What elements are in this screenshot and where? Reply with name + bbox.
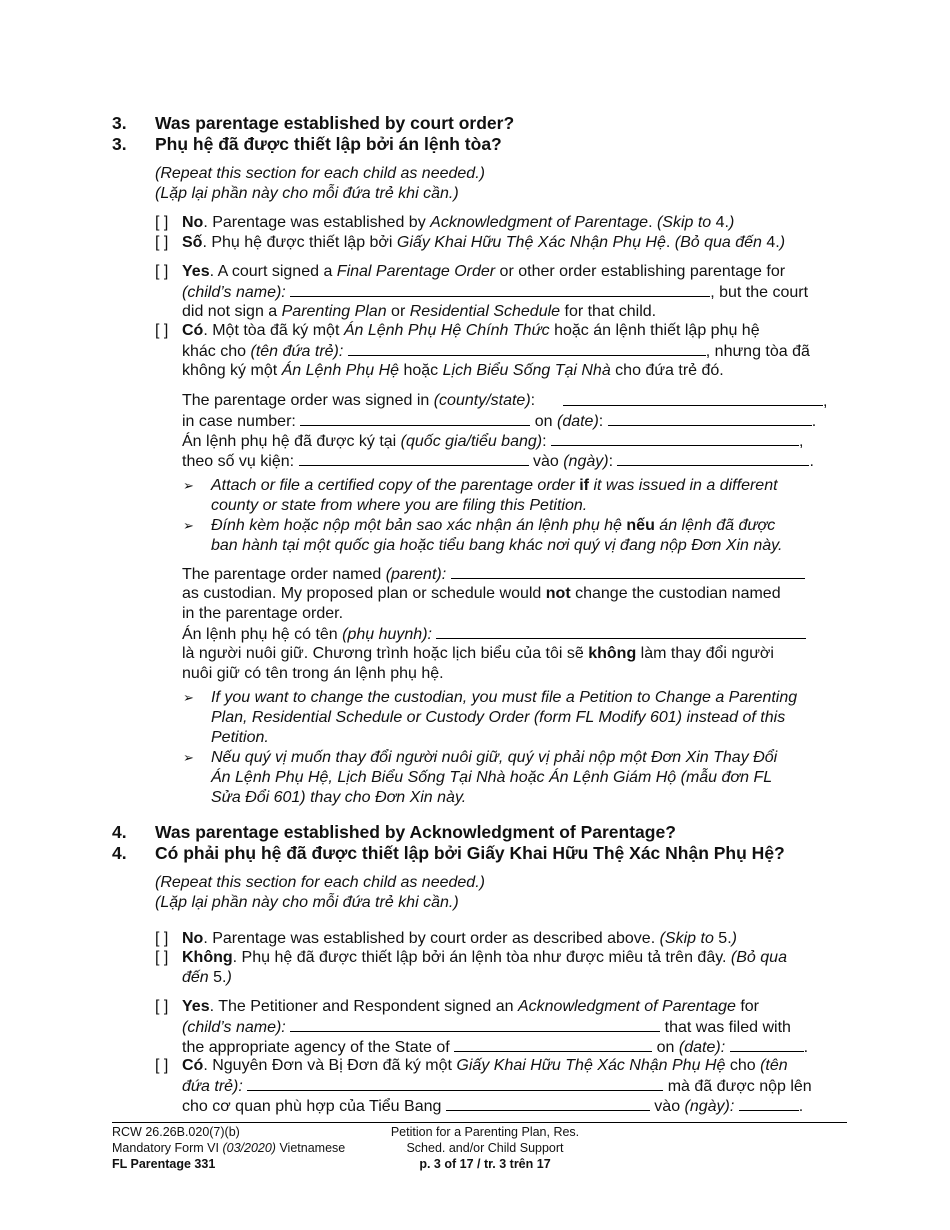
section-3-title-en: Was parentage established by court order? bbox=[155, 113, 515, 133]
option-no-en-4: No. Parentage was established by court order as described above. (Skip to 5.) bbox=[182, 930, 737, 947]
state-field-vi[interactable] bbox=[446, 1096, 650, 1111]
parent-field-vi[interactable] bbox=[436, 624, 806, 639]
county-state-field-vi[interactable] bbox=[551, 431, 799, 446]
option-yes-vi-line2: khác cho (tên đứa trẻ): , nhưng tòa đã bbox=[182, 343, 810, 360]
checkbox-no[interactable]: [ ] bbox=[155, 214, 169, 231]
option-yes-vi-line1: Có. Một tòa đã ký một Án Lệnh Phụ Hệ Chính Thức hoặc án lệnh thiết lập phụ hệ bbox=[182, 322, 760, 339]
parent-named-vi: Án lệnh phụ hệ có tên (phụ huynh): bbox=[182, 624, 806, 645]
section-4-title-vi: Có phải phụ hệ đã được thiết lập bởi Giấy Khai Hữu Thệ Xác Nhận Phụ Hệ? bbox=[155, 843, 785, 863]
checkbox-no-vi[interactable]: [ ] bbox=[155, 234, 169, 251]
section-4-title-en: Was parentage established by Acknowledgment of Parentage? bbox=[155, 822, 676, 842]
bullet-arrow-icon: ➢ bbox=[183, 518, 194, 533]
order-signed-en: The parentage order was signed in (county/state): bbox=[182, 392, 536, 409]
checkbox-yes-vi[interactable]: [ ] bbox=[155, 322, 169, 339]
parent-named-en: The parentage order named (parent): bbox=[182, 564, 805, 585]
change-en-line3: Petition. bbox=[211, 729, 269, 746]
section-3-title-vi: Phụ hệ đã được thiết lập bởi án lệnh tòa? bbox=[155, 134, 502, 154]
repeat-note-en-4: (Repeat this section for each child as needed.) bbox=[155, 874, 485, 891]
section-3-number-vi: 3. bbox=[112, 134, 127, 154]
section-4-number: 4. bbox=[112, 822, 127, 842]
custodian-vi-line3: nuôi giữ có tên trong án lệnh phụ hệ. bbox=[182, 665, 444, 682]
custodian-en-line2: as custodian. My proposed plan or schedule would not change the custodian named bbox=[182, 585, 781, 602]
option-no-vi: Số. Phụ hệ được thiết lập bởi Giấy Khai Hữu Thệ Xác Nhận Phụ Hệ. (Bỏ qua đến 4.) bbox=[182, 234, 786, 251]
change-vi-line2: Án Lệnh Phụ Hệ, Lịch Biểu Sống Tại Nhà hoặc Án Lệnh Giám Hộ (mẫu đơn FL bbox=[211, 769, 773, 786]
repeat-note-en: (Repeat this section for each child as needed.) bbox=[155, 165, 485, 182]
checkbox-no-4[interactable]: [ ] bbox=[155, 930, 169, 947]
date-field-vi[interactable] bbox=[617, 451, 809, 466]
footer-page-number: p. 3 of 17 / tr. 3 trên 17 bbox=[419, 1157, 551, 1171]
footer-doc-subtitle: Sched. and/or Child Support bbox=[406, 1141, 564, 1155]
footer-doc-title: Petition for a Parenting Plan, Res. bbox=[390, 1125, 580, 1139]
attach-vi-line2: ban hành tại một quốc gia hoặc tiểu bang khác nơi quý vị đang nộp Đơn Xin này. bbox=[211, 537, 783, 554]
footer-form-version: Mandatory Form VI (03/2020) Vietnamese bbox=[112, 1141, 346, 1155]
attach-en-line1: Attach or file a certified copy of the parentage order if it was issued in a different bbox=[211, 477, 778, 494]
attach-vi-line1: Đính kèm hoặc nộp một bản sao xác nhận án lệnh phụ hệ nếu án lệnh đã được bbox=[211, 517, 776, 534]
date-field-vi-4[interactable] bbox=[739, 1096, 799, 1111]
section-4-number-vi: 4. bbox=[112, 843, 127, 863]
child-name-field-4[interactable] bbox=[290, 1017, 660, 1032]
change-en-line2: Plan, Residential Schedule or Custody Order (form FL Modify 601) instead of this bbox=[211, 709, 786, 726]
change-vi-line3: Sửa Đổi 601) thay cho Đơn Xin này. bbox=[211, 789, 467, 806]
option-yes-en-line3: did not sign a Parenting Plan or Residential Schedule for that child. bbox=[182, 303, 657, 320]
option-yes-vi-line3: không ký một Án Lệnh Phụ Hệ hoặc Lịch Biểu Sống Tại Nhà cho đứa trẻ đó. bbox=[182, 362, 724, 379]
repeat-note-vi-4: (Lặp lại phần này cho mỗi đứa trẻ khi cần.) bbox=[155, 894, 459, 911]
case-number-field-vi[interactable] bbox=[299, 451, 529, 466]
option-no-vi-4: Không. Phụ hệ đã được thiết lập bởi án lệnh tòa như được miêu tả trên đây. (Bỏ qua bbox=[182, 949, 787, 966]
option-yes-vi-4-line2: đứa trẻ): mà đã được nộp lên bbox=[182, 1078, 812, 1095]
footer-divider bbox=[112, 1122, 847, 1123]
footer-form-id: FL Parentage 331 bbox=[112, 1157, 216, 1171]
option-yes-en-4-line3: the appropriate agency of the State of on (date): . bbox=[182, 1039, 809, 1056]
option-yes-vi-4-line3: cho cơ quan phù hợp của Tiểu Bang vào (ngày): . bbox=[182, 1098, 804, 1115]
option-no-en: No. Parentage was established by Acknowledgment of Parentage. (Skip to 4.) bbox=[182, 214, 735, 231]
county-state-field[interactable]: , bbox=[563, 391, 827, 412]
parent-field[interactable] bbox=[451, 564, 805, 579]
attach-en-line2: county or state from where you are filing this Petition. bbox=[211, 497, 588, 514]
change-en-line1: If you want to change the custodian, you must file a Petition to Change a Parenting bbox=[211, 689, 798, 706]
option-yes-en-4-line1: Yes. The Petitioner and Respondent signed an Acknowledgment of Parentage for bbox=[182, 998, 760, 1015]
date-field[interactable] bbox=[608, 411, 812, 426]
section-3-number: 3. bbox=[112, 113, 127, 133]
child-name-field-vi-4[interactable] bbox=[247, 1076, 663, 1091]
state-field[interactable] bbox=[454, 1037, 652, 1052]
checkbox-no-vi-4[interactable]: [ ] bbox=[155, 949, 169, 966]
date-field-4[interactable] bbox=[730, 1037, 804, 1052]
option-yes-vi-4-line1: Có. Nguyên Đơn và Bị Đơn đã ký một Giấy Khai Hữu Thệ Xác Nhận Phụ Hệ cho (tên bbox=[182, 1057, 788, 1074]
bullet-arrow-icon: ➢ bbox=[183, 750, 194, 765]
case-number-en: in case number: on (date): . bbox=[182, 413, 817, 430]
checkbox-yes[interactable]: [ ] bbox=[155, 263, 169, 280]
repeat-note-vi: (Lặp lại phần này cho mỗi đứa trẻ khi cần.) bbox=[155, 185, 459, 202]
custodian-vi-line2: là người nuôi giữ. Chương trình hoặc lịch biểu của tôi sẽ không làm thay đổi người bbox=[182, 645, 774, 662]
footer-rcw: RCW 26.26B.020(7)(b) bbox=[112, 1125, 240, 1139]
child-name-field[interactable] bbox=[290, 282, 710, 297]
case-number-field[interactable] bbox=[300, 411, 530, 426]
checkbox-yes-vi-4[interactable]: [ ] bbox=[155, 1057, 169, 1074]
order-signed-vi: Án lệnh phụ hệ đã được ký tại (quốc gia/tiểu bang): , bbox=[182, 433, 804, 450]
option-no-vi-4-line2: đến 5.) bbox=[182, 969, 232, 986]
bullet-arrow-icon: ➢ bbox=[183, 690, 194, 705]
checkbox-yes-4[interactable]: [ ] bbox=[155, 998, 169, 1015]
change-vi-line1: Nếu quý vị muốn thay đổi người nuôi giữ, quý vị phải nộp một Đơn Xin Thay Đổi bbox=[211, 749, 778, 766]
case-number-vi: theo số vụ kiện: vào (ngày): . bbox=[182, 453, 814, 470]
option-yes-en-line1: Yes. A court signed a Final Parentage Order or other order establishing parentage for bbox=[182, 263, 786, 280]
custodian-en-line3: in the parentage order. bbox=[182, 605, 344, 622]
option-yes-en-line2: (child’s name): , but the court bbox=[182, 284, 809, 301]
option-yes-en-4-line2: (child’s name): that was filed with bbox=[182, 1019, 791, 1036]
child-name-field-vi[interactable] bbox=[348, 341, 706, 356]
bullet-arrow-icon: ➢ bbox=[183, 478, 194, 493]
